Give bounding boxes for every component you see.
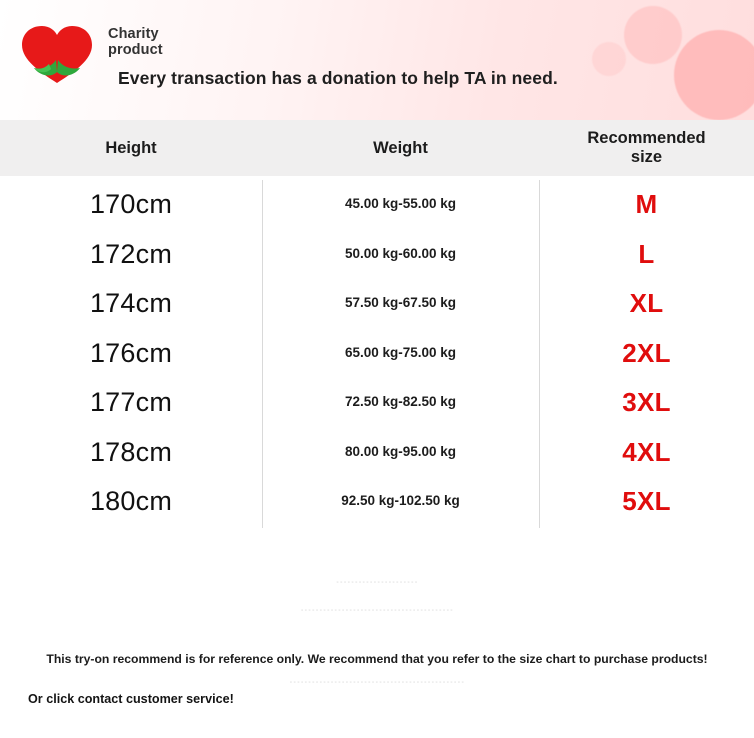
column-divider bbox=[539, 180, 540, 528]
table-row bbox=[0, 279, 754, 329]
table-row bbox=[0, 180, 754, 230]
size-table-header bbox=[0, 120, 754, 176]
column-header-weight: Weight bbox=[373, 138, 428, 157]
cell-height: 178cm bbox=[89, 436, 173, 467]
cell-size: XL bbox=[629, 288, 664, 319]
column-divider bbox=[262, 180, 263, 528]
cell-weight: 92.50 kg-102.50 kg bbox=[341, 493, 460, 509]
contact-customer-service-link[interactable]: Or click contact customer service! bbox=[28, 692, 234, 706]
column-header-size-line2: size bbox=[630, 148, 663, 166]
decorative-blob-icon bbox=[674, 30, 754, 120]
table-row bbox=[0, 477, 754, 527]
cell-height: 170cm bbox=[89, 189, 173, 220]
cell-height: 177cm bbox=[89, 387, 173, 418]
cell-size: 2XL bbox=[622, 337, 671, 368]
cell-weight: 45.00 kg-55.00 kg bbox=[344, 196, 457, 212]
cell-size: 3XL bbox=[622, 387, 671, 418]
charity-label-line2: product bbox=[108, 42, 163, 59]
cell-size: L bbox=[638, 238, 655, 269]
ghost-text: ...................... bbox=[335, 572, 419, 586]
table-row bbox=[0, 428, 754, 478]
cell-height: 180cm bbox=[89, 486, 173, 517]
charity-label bbox=[108, 26, 163, 58]
ghost-text: ......................................... bbox=[300, 600, 454, 614]
decorative-blob-icon bbox=[624, 6, 682, 64]
cell-weight: 65.00 kg-75.00 kg bbox=[344, 344, 457, 360]
cell-weight: 72.50 kg-82.50 kg bbox=[344, 394, 457, 410]
cell-size: 4XL bbox=[622, 436, 671, 467]
cell-weight: 80.00 kg-95.00 kg bbox=[344, 443, 457, 459]
cell-weight: 50.00 kg-60.00 kg bbox=[344, 245, 457, 261]
decorative-blob-icon bbox=[592, 42, 626, 76]
table-row bbox=[0, 378, 754, 428]
cell-height: 174cm bbox=[89, 288, 173, 319]
cell-height: 172cm bbox=[89, 238, 173, 269]
charity-label-line1: Charity bbox=[108, 26, 159, 42]
column-header-size-line1: Recommended bbox=[587, 129, 706, 148]
charity-heart-icon bbox=[18, 20, 96, 92]
disclaimer-text: This try-on recommend is for reference only. We recommend that you refer to the size chart to purchase products! bbox=[46, 652, 708, 666]
cell-size: M bbox=[635, 189, 658, 220]
charity-banner bbox=[0, 0, 754, 120]
table-row bbox=[0, 230, 754, 280]
charity-tagline: Every transaction has a donation to help TA in need. bbox=[118, 68, 558, 88]
size-table-body bbox=[0, 176, 754, 527]
table-row bbox=[0, 329, 754, 379]
column-header-size bbox=[539, 129, 754, 167]
cell-size: 5XL bbox=[622, 486, 671, 517]
column-header-height: Height bbox=[105, 138, 157, 157]
cell-height: 176cm bbox=[89, 337, 173, 368]
ghost-text: ............................................... bbox=[289, 672, 465, 686]
cell-weight: 57.50 kg-67.50 kg bbox=[344, 295, 457, 311]
